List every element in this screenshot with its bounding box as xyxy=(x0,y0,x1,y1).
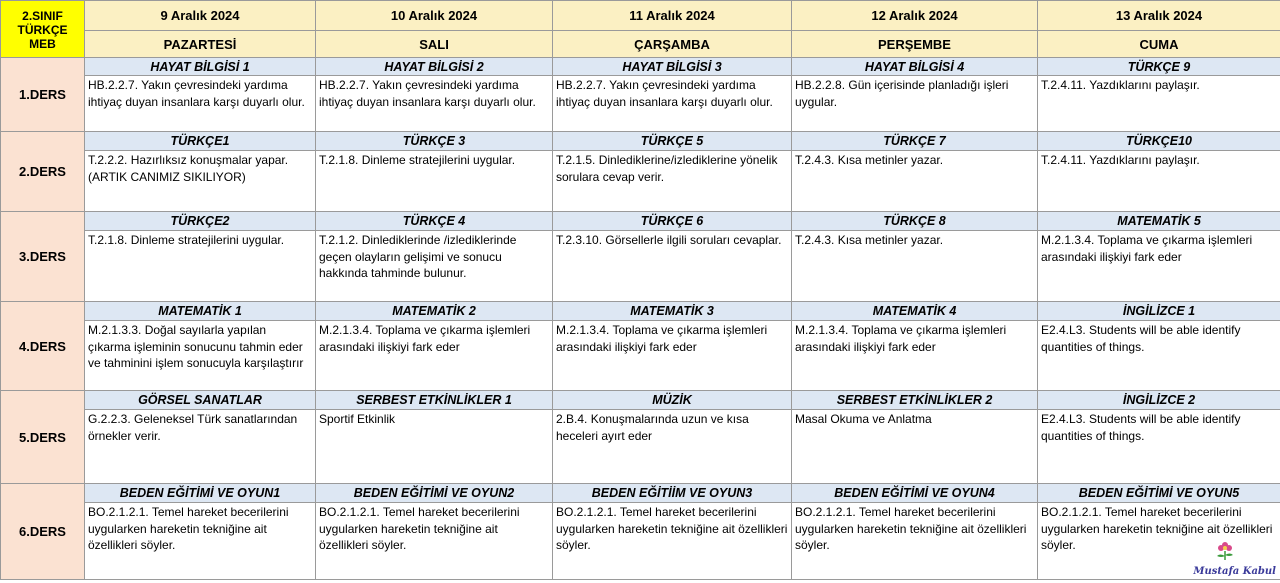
outcome-text: BO.2.1.2.1. Temel hareket becerilerini uygularken hareketin tekniğine ait özellikleri söyler. xyxy=(553,503,792,580)
signature-text: Mustafa Kabul xyxy=(1193,566,1276,577)
subject-row xyxy=(1,302,1280,321)
subject-title: BEDEN EĞİTİMİ VE OYUN5 xyxy=(1038,484,1280,503)
outcome-text: M.2.1.3.4. Toplama ve çıkarma işlemleri arasındaki ilişkiyi fark eder xyxy=(553,321,792,391)
subject-title: MATEMATİK 3 xyxy=(553,302,792,321)
outcome-text: BO.2.1.2.1. Temel hareket becerilerini uygularken hareketin tekniğine ait özellikleri söyler. xyxy=(1038,503,1280,580)
subject-title: MATEMATİK 5 xyxy=(1038,212,1280,231)
subject-title: MATEMATİK 1 xyxy=(85,302,316,321)
subject-row xyxy=(1,212,1280,231)
outcome-text: T.2.1.2. Dinlediklerinde /izlediklerinde geçen olayların gelişimi ve sonucu hakkında tahminde bulunur. xyxy=(316,231,553,302)
lesson-label: 6.DERS xyxy=(1,484,85,580)
date-cell: 10 Aralık 2024 xyxy=(316,1,553,31)
subject-title: BEDEN EĞİTİMİ VE OYUN2 xyxy=(316,484,553,503)
outcome-text: HB.2.2.8. Gün içerisinde planladığı işleri uygular. xyxy=(792,76,1038,132)
outcome-text: T.2.2.2. Hazırlıksız konuşmalar yapar.(ARTIK CANIMIZ SIKILIYOR) xyxy=(85,151,316,212)
outcome-text: HB.2.2.7. Yakın çevresindeki yardıma ihtiyaç duyan insanlara karşı duyarlı olur. xyxy=(85,76,316,132)
lesson-label: 2.DERS xyxy=(1,132,85,212)
outcome-text: BO.2.1.2.1. Temel hareket becerilerini uygularken hareketin tekniğine ait özellikleri söyler. xyxy=(792,503,1038,580)
subject-title: TÜRKÇE10 xyxy=(1038,132,1280,151)
subject-title: BEDEN EĞİTİMİ VE OYUN4 xyxy=(792,484,1038,503)
subject-title: TÜRKÇE 6 xyxy=(553,212,792,231)
outcome-row xyxy=(1,503,1280,580)
outcome-text: T.2.3.10. Görsellerle ilgili soruları cevaplar. xyxy=(553,231,792,302)
flower-icon xyxy=(1214,541,1236,561)
subject-title: TÜRKÇE 3 xyxy=(316,132,553,151)
subject-title: GÖRSEL SANATLAR xyxy=(85,391,316,410)
date-cell: 12 Aralık 2024 xyxy=(792,1,1038,31)
subject-title: TÜRKÇE1 xyxy=(85,132,316,151)
lesson-label: 5.DERS xyxy=(1,391,85,484)
class-grade: 2.SINIF xyxy=(22,9,63,23)
subject-title: MÜZİK xyxy=(553,391,792,410)
subject-title: BEDEN EĞİTİİM VE OYUN3 xyxy=(553,484,792,503)
outcome-text: BO.2.1.2.1. Temel hareket becerilerini uygularken hareketin tekniğine ait özellikleri söyler. xyxy=(85,503,316,580)
outcome-text: T.2.1.8. Dinleme stratejilerini uygular. xyxy=(85,231,316,302)
subject-title: TÜRKÇE 9 xyxy=(1038,58,1280,76)
subject-row xyxy=(1,58,1280,76)
day-row xyxy=(1,31,1280,58)
outcome-text: T.2.1.8. Dinleme stratejilerini uygular. xyxy=(316,151,553,212)
author-signature xyxy=(1180,541,1276,577)
subject-title: SERBEST ETKİNLİKLER 1 xyxy=(316,391,553,410)
subject-title: TÜRKÇE 4 xyxy=(316,212,553,231)
day-name: SALI xyxy=(316,31,553,58)
lesson-label: 4.DERS xyxy=(1,302,85,391)
outcome-row xyxy=(1,410,1280,484)
lesson-label: 1.DERS xyxy=(1,58,85,132)
subject-title: HAYAT BİLGİSİ 3 xyxy=(553,58,792,76)
day-name: ÇARŞAMBA xyxy=(553,31,792,58)
day-name: CUMA xyxy=(1038,31,1280,58)
outcome-row xyxy=(1,76,1280,132)
class-source: MEB xyxy=(29,37,56,51)
date-cell: 9 Aralık 2024 xyxy=(85,1,316,31)
date-cell: 11 Aralık 2024 xyxy=(553,1,792,31)
lesson-label: 3.DERS xyxy=(1,212,85,302)
outcome-text: BO.2.1.2.1. Temel hareket becerilerini uygularken hareketin tekniğine ait özellikleri söyler. xyxy=(316,503,553,580)
outcome-text: M.2.1.3.4. Toplama ve çıkarma işlemleri arasındaki ilişkiyi fark eder xyxy=(1038,231,1280,302)
date-row xyxy=(1,1,1280,31)
subject-title: TÜRKÇE2 xyxy=(85,212,316,231)
day-name: PERŞEMBE xyxy=(792,31,1038,58)
subject-title: HAYAT BİLGİSİ 4 xyxy=(792,58,1038,76)
outcome-row xyxy=(1,231,1280,302)
class-label xyxy=(1,1,85,58)
subject-row xyxy=(1,391,1280,410)
subject-title: MATEMATİK 4 xyxy=(792,302,1038,321)
subject-title: TÜRKÇE 7 xyxy=(792,132,1038,151)
outcome-text: T.2.4.3. Kısa metinler yazar. xyxy=(792,231,1038,302)
outcome-text: T.2.4.11. Yazdıklarını paylaşır. xyxy=(1038,151,1280,212)
outcome-text: Masal Okuma ve Anlatma xyxy=(792,410,1038,484)
outcome-text: G.2.2.3. Geleneksel Türk sanatlarından örnekler verir. xyxy=(85,410,316,484)
subject-title: MATEMATİK 2 xyxy=(316,302,553,321)
subject-row xyxy=(1,132,1280,151)
outcome-text: T.2.4.11. Yazdıklarını paylaşır. xyxy=(1038,76,1280,132)
outcome-text: HB.2.2.7. Yakın çevresindeki yardıma ihtiyaç duyan insanlara karşı duyarlı olur. xyxy=(553,76,792,132)
subject-row xyxy=(1,484,1280,503)
outcome-text: Sportif Etkinlik xyxy=(316,410,553,484)
outcome-text: 2.B.4. Konuşmalarında uzun ve kısa heceleri ayırt eder xyxy=(553,410,792,484)
class-subject: TÜRKÇE xyxy=(17,23,68,37)
outcome-text: M.2.1.3.4. Toplama ve çıkarma işlemleri arasındaki ilişkiyi fark eder xyxy=(792,321,1038,391)
outcome-text: E2.4.L3. Students will be able identify quantities of things. xyxy=(1038,321,1280,391)
subject-title: TÜRKÇE 8 xyxy=(792,212,1038,231)
subject-title: HAYAT BİLGİSİ 1 xyxy=(85,58,316,76)
outcome-row xyxy=(1,151,1280,212)
subject-title: SERBEST ETKİNLİKLER 2 xyxy=(792,391,1038,410)
date-cell: 13 Aralık 2024 xyxy=(1038,1,1280,31)
outcome-text: M.2.1.3.4. Toplama ve çıkarma işlemleri arasındaki ilişkiyi fark eder xyxy=(316,321,553,391)
subject-title: BEDEN EĞİTİMİ VE OYUN1 xyxy=(85,484,316,503)
outcome-text: T.2.1.5. Dinlediklerine/izlediklerine yönelik sorulara cevap verir. xyxy=(553,151,792,212)
subject-title: HAYAT BİLGİSİ 2 xyxy=(316,58,553,76)
outcome-text: HB.2.2.7. Yakın çevresindeki yardıma ihtiyaç duyan insanlara karşı duyarlı olur. xyxy=(316,76,553,132)
subject-title: İNGİLİZCE 1 xyxy=(1038,302,1280,321)
subject-title: TÜRKÇE 5 xyxy=(553,132,792,151)
outcome-text: T.2.4.3. Kısa metinler yazar. xyxy=(792,151,1038,212)
outcome-row xyxy=(1,321,1280,391)
outcome-text: M.2.1.3.3. Doğal sayılarla yapılan çıkarma işleminin sonucunu tahmin eder ve tahminini işlem sonucuyla karşılaştırır xyxy=(85,321,316,391)
day-name: PAZARTESİ xyxy=(85,31,316,58)
outcome-text: E2.4.L3. Students will be able identify quantities of things. xyxy=(1038,410,1280,484)
subject-title: İNGİLİZCE 2 xyxy=(1038,391,1280,410)
